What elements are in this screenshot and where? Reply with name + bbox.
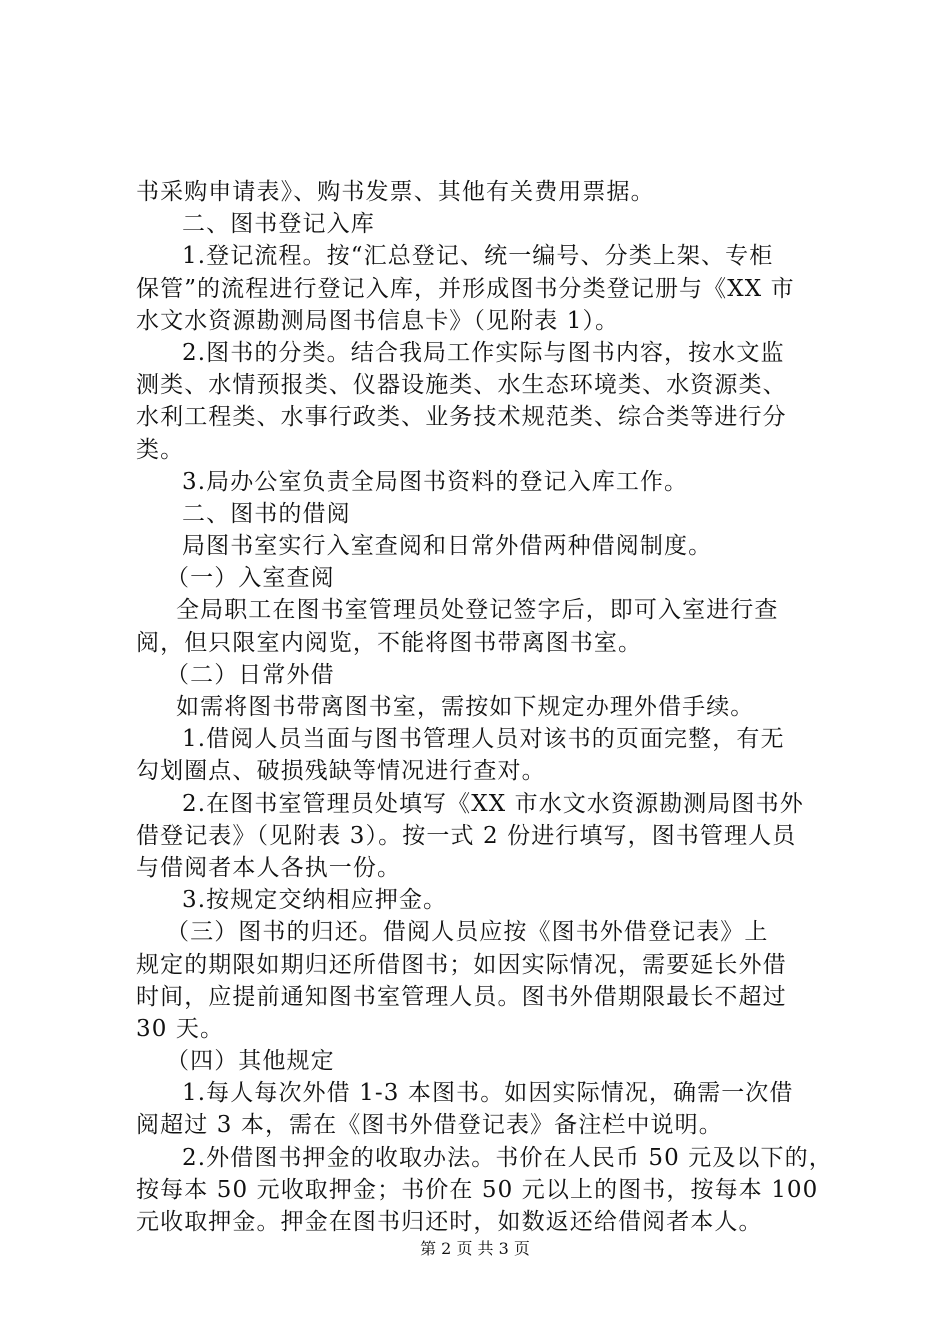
text-line: （二）日常外借 <box>166 661 335 688</box>
text-line: 规定的期限如期归还所借图书；如因实际情况，需要延长外借 <box>136 951 787 978</box>
text-line: 2.外借图书押金的收取办法。书价在人民币 50 元及以下的， <box>182 1144 833 1171</box>
text-line: （一）入室查阅 <box>166 565 335 592</box>
page-footer: 第 2 页 共 3 页 <box>420 1239 530 1258</box>
text-line: 1.登记流程。按“汇总登记、统一编号、分类上架、专柜 <box>182 243 774 270</box>
text-line: 保管”的流程进行登记入库，并形成图书分类登记册与《XX 市 <box>136 275 795 302</box>
text-line: 类。 <box>136 436 185 463</box>
text-line: 二、图书登记入库 <box>182 211 375 238</box>
text-line: 水利工程类、水事行政类、业务技术规范类、综合类等进行分 <box>136 404 787 431</box>
text-line: 元收取押金。押金在图书归还时，如数返还给借阅者本人。 <box>136 1209 763 1235</box>
text-line: 勾划圈点、破损残缺等情况进行查对。 <box>136 758 546 785</box>
text-line: 时间，应提前通知图书室管理人员。图书外借期限最长不超过 <box>136 983 787 1010</box>
text-line: （三）图书的归还。借阅人员应按《图书外借登记表》上 <box>166 919 769 946</box>
text-line: 2.图书的分类。结合我局工作实际与图书内容，按水文监 <box>182 339 785 366</box>
text-line: 2.在图书室管理员处填写《XX 市水文水资源勘测局图书外 <box>182 790 804 817</box>
document-body <box>136 176 836 1238</box>
text-line: 如需将图书带离图书室，需按如下规定办理外借手续。 <box>176 694 755 720</box>
text-line: （四）其他规定 <box>166 1048 335 1075</box>
text-line: 全局职工在图书室管理员处登记签字后，即可入室进行查 <box>176 597 779 624</box>
text-line: 借登记表》（见附表 3）。按一式 2 份进行填写，图书管理人员 <box>136 822 797 849</box>
text-line: 局图书室实行入室查阅和日常外借两种借阅制度。 <box>182 533 713 560</box>
text-line: 书采购申请表》、购书发票、其他有关费用票据。 <box>136 179 655 205</box>
text-line: 3.按规定交纳相应押金。 <box>182 887 448 914</box>
text-line: 阅超过 3 本，需在《图书外借登记表》备注栏中说明。 <box>136 1112 723 1139</box>
text-line: 测类、水情预报类、仪器设施类、水生态环境类、水资源类、 <box>136 372 787 399</box>
text-line: 与借阅者本人各执一份。 <box>136 854 402 881</box>
text-line: 水文水资源勘测局图书信息卡》（见附表 1）。 <box>136 307 620 334</box>
text-line: 1.借阅人员当面与图书管理人员对该书的页面完整，有无 <box>182 726 785 753</box>
text-line: 二、图书的借阅 <box>182 500 351 527</box>
text-line: 按每本 50 元收取押金；书价在 50 元以上的图书，按每本 100 <box>136 1176 819 1203</box>
text-line: 阅，但只限室内阅览，不能将图书带离图书室。 <box>136 629 643 656</box>
text-line: 1.每人每次外借 1-3 本图书。如因实际情况，确需一次借 <box>182 1080 794 1107</box>
text-line: 3.局办公室负责全局图书资料的登记入库工作。 <box>182 468 689 495</box>
text-line: 30 天。 <box>136 1015 225 1042</box>
